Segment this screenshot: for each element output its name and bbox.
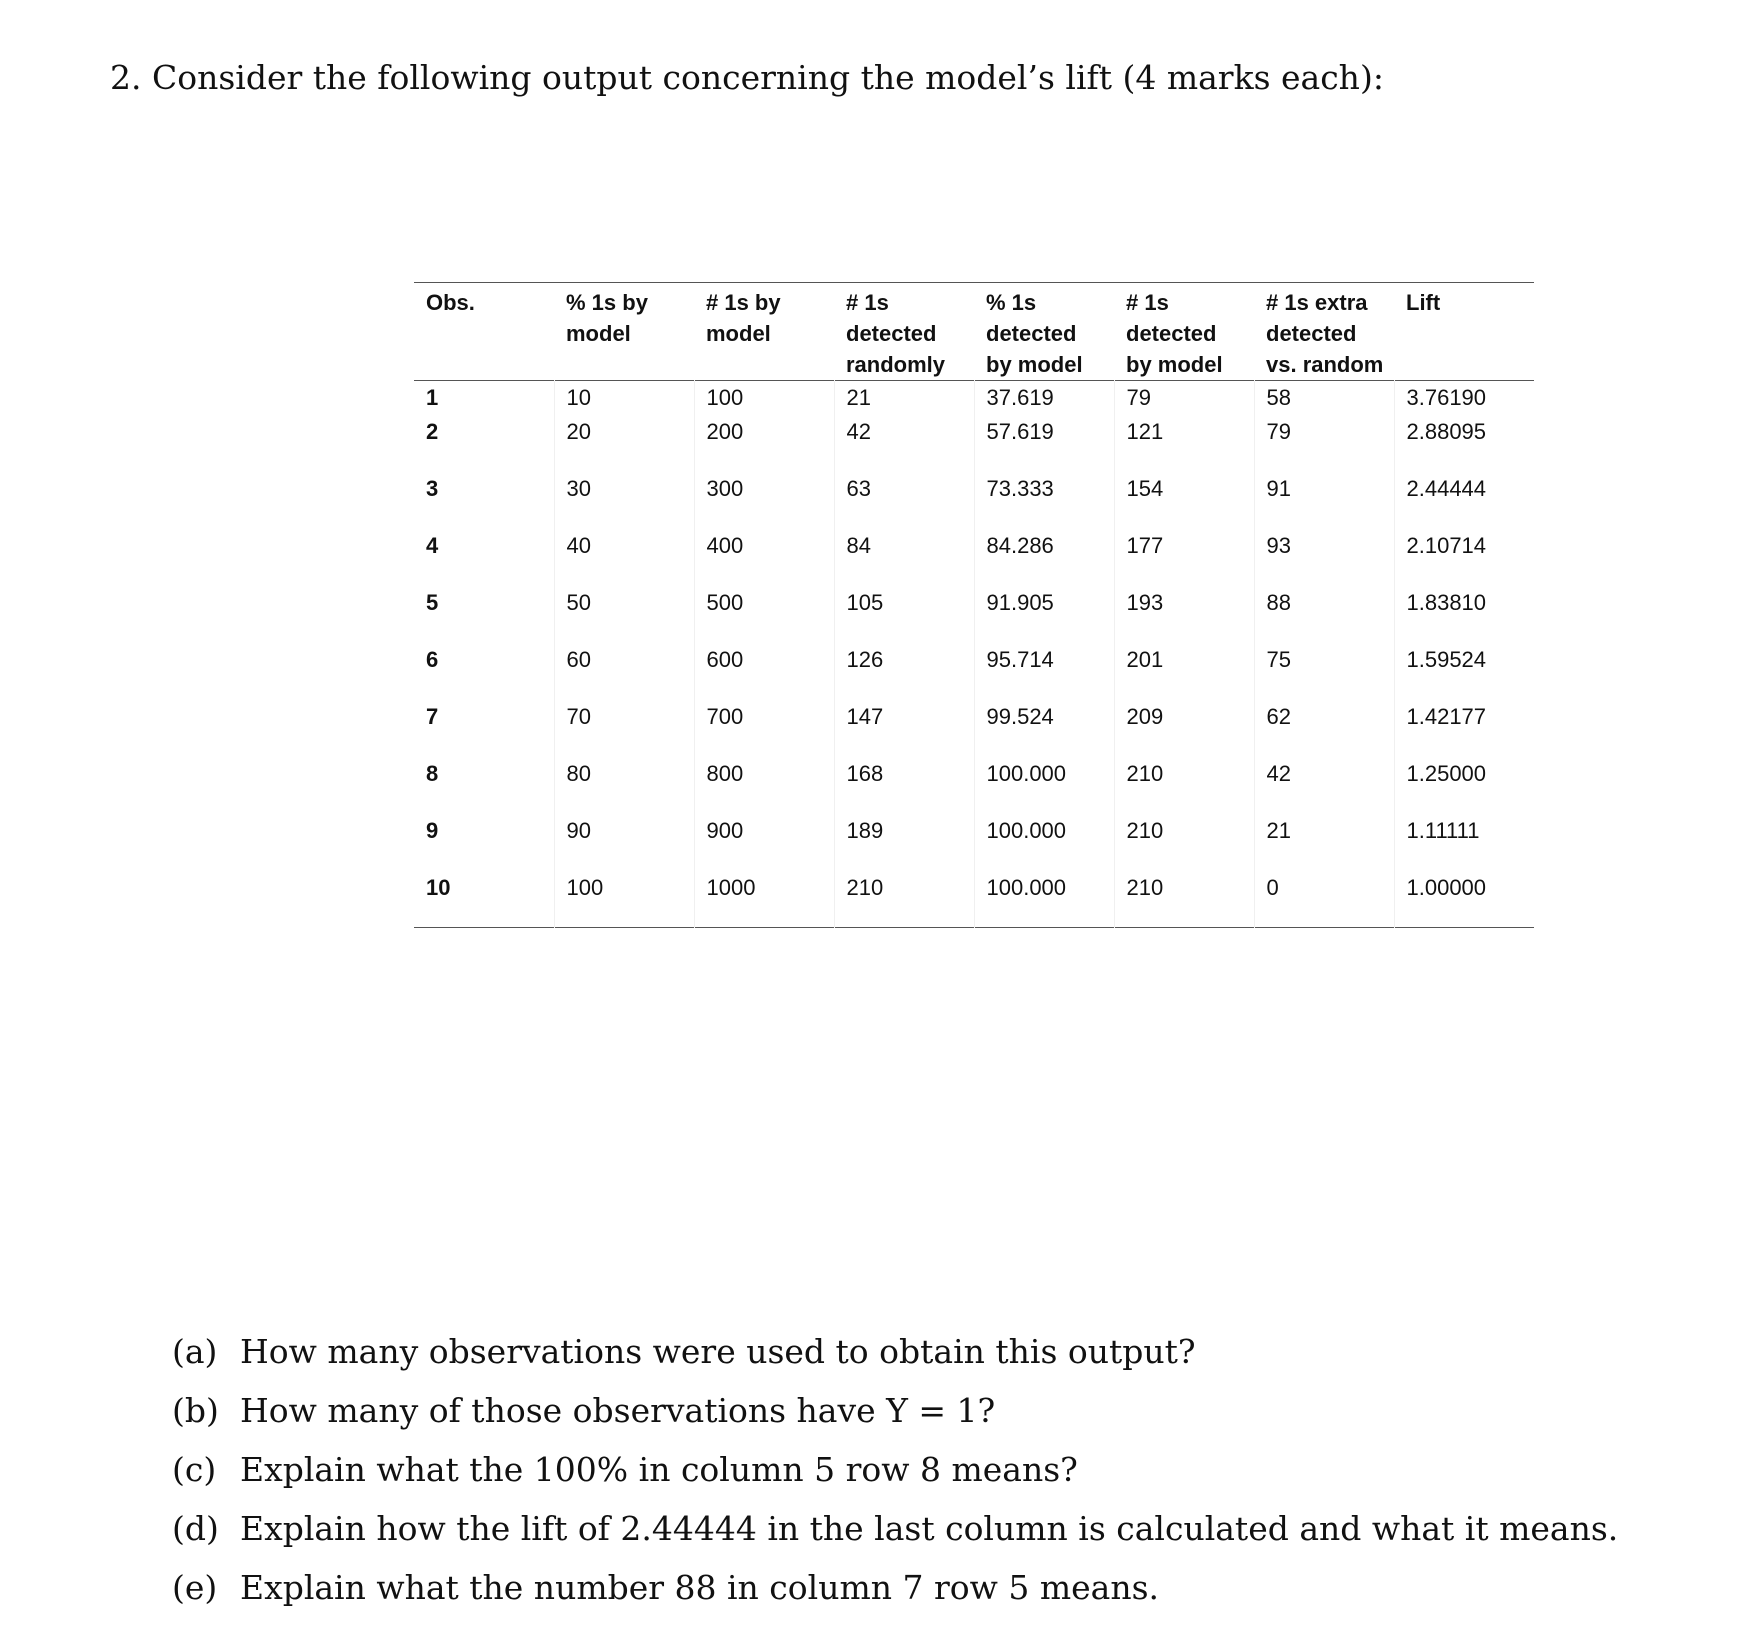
column-header-line: Obs.: [426, 290, 475, 315]
column-header-1: [414, 283, 554, 381]
subquestion-text: Explain what the number 88 in column 7 row 5 means.: [240, 1568, 1160, 1607]
column-header-5: [974, 283, 1114, 381]
lift-table-header: [414, 283, 1534, 381]
table-cell: 193: [1114, 586, 1254, 643]
table-cell: 210: [1114, 871, 1254, 928]
table-cell: 21: [1254, 814, 1394, 871]
column-header-4: [834, 283, 974, 381]
table-cell: 2.10714: [1394, 529, 1534, 586]
column-header-line: model: [566, 321, 631, 346]
table-cell: 147: [834, 700, 974, 757]
subquestion-item: [172, 1558, 1618, 1617]
table-cell: 90: [554, 814, 694, 871]
subquestion-marker: (a): [172, 1332, 218, 1371]
column-header-line: detected: [1266, 321, 1357, 346]
table-row: [414, 529, 1534, 586]
column-header-line: # 1s extra: [1266, 290, 1368, 315]
table-cell: 63: [834, 472, 974, 529]
table-cell: 91.905: [974, 586, 1114, 643]
obs-cell: 4: [426, 532, 439, 558]
table-cell: 100: [554, 871, 694, 928]
table-cell: 154: [1114, 472, 1254, 529]
column-header-line: # 1s: [846, 290, 889, 315]
table-cell: 70: [554, 700, 694, 757]
table-cell: 73.333: [974, 472, 1114, 529]
table-cell: 105: [834, 586, 974, 643]
table-cell: 3.76190: [1394, 381, 1534, 415]
table-cell: 121: [1114, 415, 1254, 472]
obs-cell: 5: [426, 589, 439, 615]
column-header-line: detected: [986, 321, 1077, 346]
table-cell: 75: [1254, 643, 1394, 700]
table-cell: 88: [1254, 586, 1394, 643]
table-cell: 62: [1254, 700, 1394, 757]
table-cell: 99.524: [974, 700, 1114, 757]
table-cell: 10: [554, 381, 694, 415]
subquestion-item: [172, 1499, 1618, 1558]
table-cell: 84.286: [974, 529, 1114, 586]
table-cell: 500: [694, 586, 834, 643]
column-header-line: detected: [1126, 321, 1217, 346]
question-title: 2. Consider the following output concerning the model’s lift (4 marks each):: [110, 58, 1384, 97]
table-cell: 2.44444: [1394, 472, 1534, 529]
column-header-line: vs. random: [1266, 352, 1384, 377]
subquestion-item: [172, 1322, 1618, 1381]
table-cell: 300: [694, 472, 834, 529]
subquestion-text: How many observations were used to obtain this output?: [240, 1332, 1196, 1371]
header-row: [414, 283, 1534, 381]
column-header-line: by model: [986, 352, 1083, 377]
obs-cell: 3: [426, 475, 439, 501]
table-cell: 200: [694, 415, 834, 472]
table-cell: 100.000: [974, 871, 1114, 928]
table-cell: 210: [1114, 814, 1254, 871]
table-row: [414, 381, 1534, 415]
table-row: [414, 472, 1534, 529]
subquestion-marker: (b): [172, 1391, 219, 1430]
table-cell: 210: [1114, 757, 1254, 814]
table-cell: 42: [834, 415, 974, 472]
table-cell: 100.000: [974, 757, 1114, 814]
obs-cell: 7: [426, 703, 439, 729]
table-cell: 168: [834, 757, 974, 814]
table-cell: 58: [1254, 381, 1394, 415]
table-cell: 57.619: [974, 415, 1114, 472]
obs-cell: 8: [426, 760, 439, 786]
table-row: [414, 757, 1534, 814]
obs-cell: 9: [426, 817, 439, 843]
subquestion-item: [172, 1440, 1618, 1499]
table-cell: 100.000: [974, 814, 1114, 871]
table-cell: 210: [834, 871, 974, 928]
obs-cell: 6: [426, 646, 439, 672]
table-cell: 2.88095: [1394, 415, 1534, 472]
subquestion-text: Explain what the 100% in column 5 row 8 means?: [240, 1450, 1078, 1489]
column-header-7: [1254, 283, 1394, 381]
column-header-line: detected: [846, 321, 937, 346]
table-cell: 600: [694, 643, 834, 700]
table-cell: 79: [1114, 381, 1254, 415]
table-cell: 209: [1114, 700, 1254, 757]
table-cell: 42: [1254, 757, 1394, 814]
column-header-line: by model: [1126, 352, 1223, 377]
column-header-6: [1114, 283, 1254, 381]
obs-cell: 1: [426, 385, 439, 410]
table-cell: 84: [834, 529, 974, 586]
column-header-line: % 1s by: [566, 290, 648, 315]
table-row: [414, 871, 1534, 928]
table-cell: 91: [1254, 472, 1394, 529]
table-cell: 40: [554, 529, 694, 586]
table-row: [414, 415, 1534, 472]
table-cell: 189: [834, 814, 974, 871]
table-cell: 95.714: [974, 643, 1114, 700]
table-cell: 37.619: [974, 381, 1114, 415]
table-cell: 50: [554, 586, 694, 643]
table-cell: 1.25000: [1394, 757, 1534, 814]
table-cell: 900: [694, 814, 834, 871]
obs-cell: 10: [426, 874, 451, 900]
column-header-line: Lift: [1406, 290, 1441, 315]
table-cell: 700: [694, 700, 834, 757]
table-cell: 1.59524: [1394, 643, 1534, 700]
table-cell: 93: [1254, 529, 1394, 586]
table-cell: 800: [694, 757, 834, 814]
obs-cell: 2: [426, 418, 439, 444]
table-cell: 1.00000: [1394, 871, 1534, 928]
table-cell: 0: [1254, 871, 1394, 928]
column-header-8: [1394, 283, 1534, 381]
subquestion-item: [172, 1381, 1618, 1440]
column-header-2: [554, 283, 694, 381]
table-cell: 1.11111: [1394, 814, 1534, 871]
table-cell: 1.83810: [1394, 586, 1534, 643]
table-cell: 177: [1114, 529, 1254, 586]
table-cell: 60: [554, 643, 694, 700]
lift-table: [414, 282, 1534, 928]
column-header-line: # 1s by: [706, 290, 781, 315]
table-cell: 1.42177: [1394, 700, 1534, 757]
table-cell: 100: [694, 381, 834, 415]
column-header-line: # 1s: [1126, 290, 1169, 315]
subquestion-marker: (e): [172, 1568, 218, 1607]
subquestion-marker: (c): [172, 1450, 217, 1489]
column-header-3: [694, 283, 834, 381]
subquestion-marker: (d): [172, 1509, 219, 1548]
table-cell: 1000: [694, 871, 834, 928]
table-cell: 79: [1254, 415, 1394, 472]
subquestion-text: Explain how the lift of 2.44444 in the last column is calculated and what it means.: [240, 1509, 1619, 1548]
table-cell: 30: [554, 472, 694, 529]
subquestion-list: [172, 1322, 1618, 1617]
table-row: [414, 700, 1534, 757]
column-header-line: randomly: [846, 352, 946, 377]
table-cell: 126: [834, 643, 974, 700]
table-row: [414, 643, 1534, 700]
table-cell: 80: [554, 757, 694, 814]
column-header-line: % 1s: [986, 290, 1037, 315]
table-cell: 201: [1114, 643, 1254, 700]
table-row: [414, 814, 1534, 871]
lift-table-body: [414, 381, 1534, 928]
table-row: [414, 586, 1534, 643]
table-cell: 400: [694, 529, 834, 586]
column-header-line: model: [706, 321, 771, 346]
subquestion-text: How many of those observations have Y = 1?: [240, 1391, 996, 1430]
table-cell: 21: [834, 381, 974, 415]
table-cell: 20: [554, 415, 694, 472]
